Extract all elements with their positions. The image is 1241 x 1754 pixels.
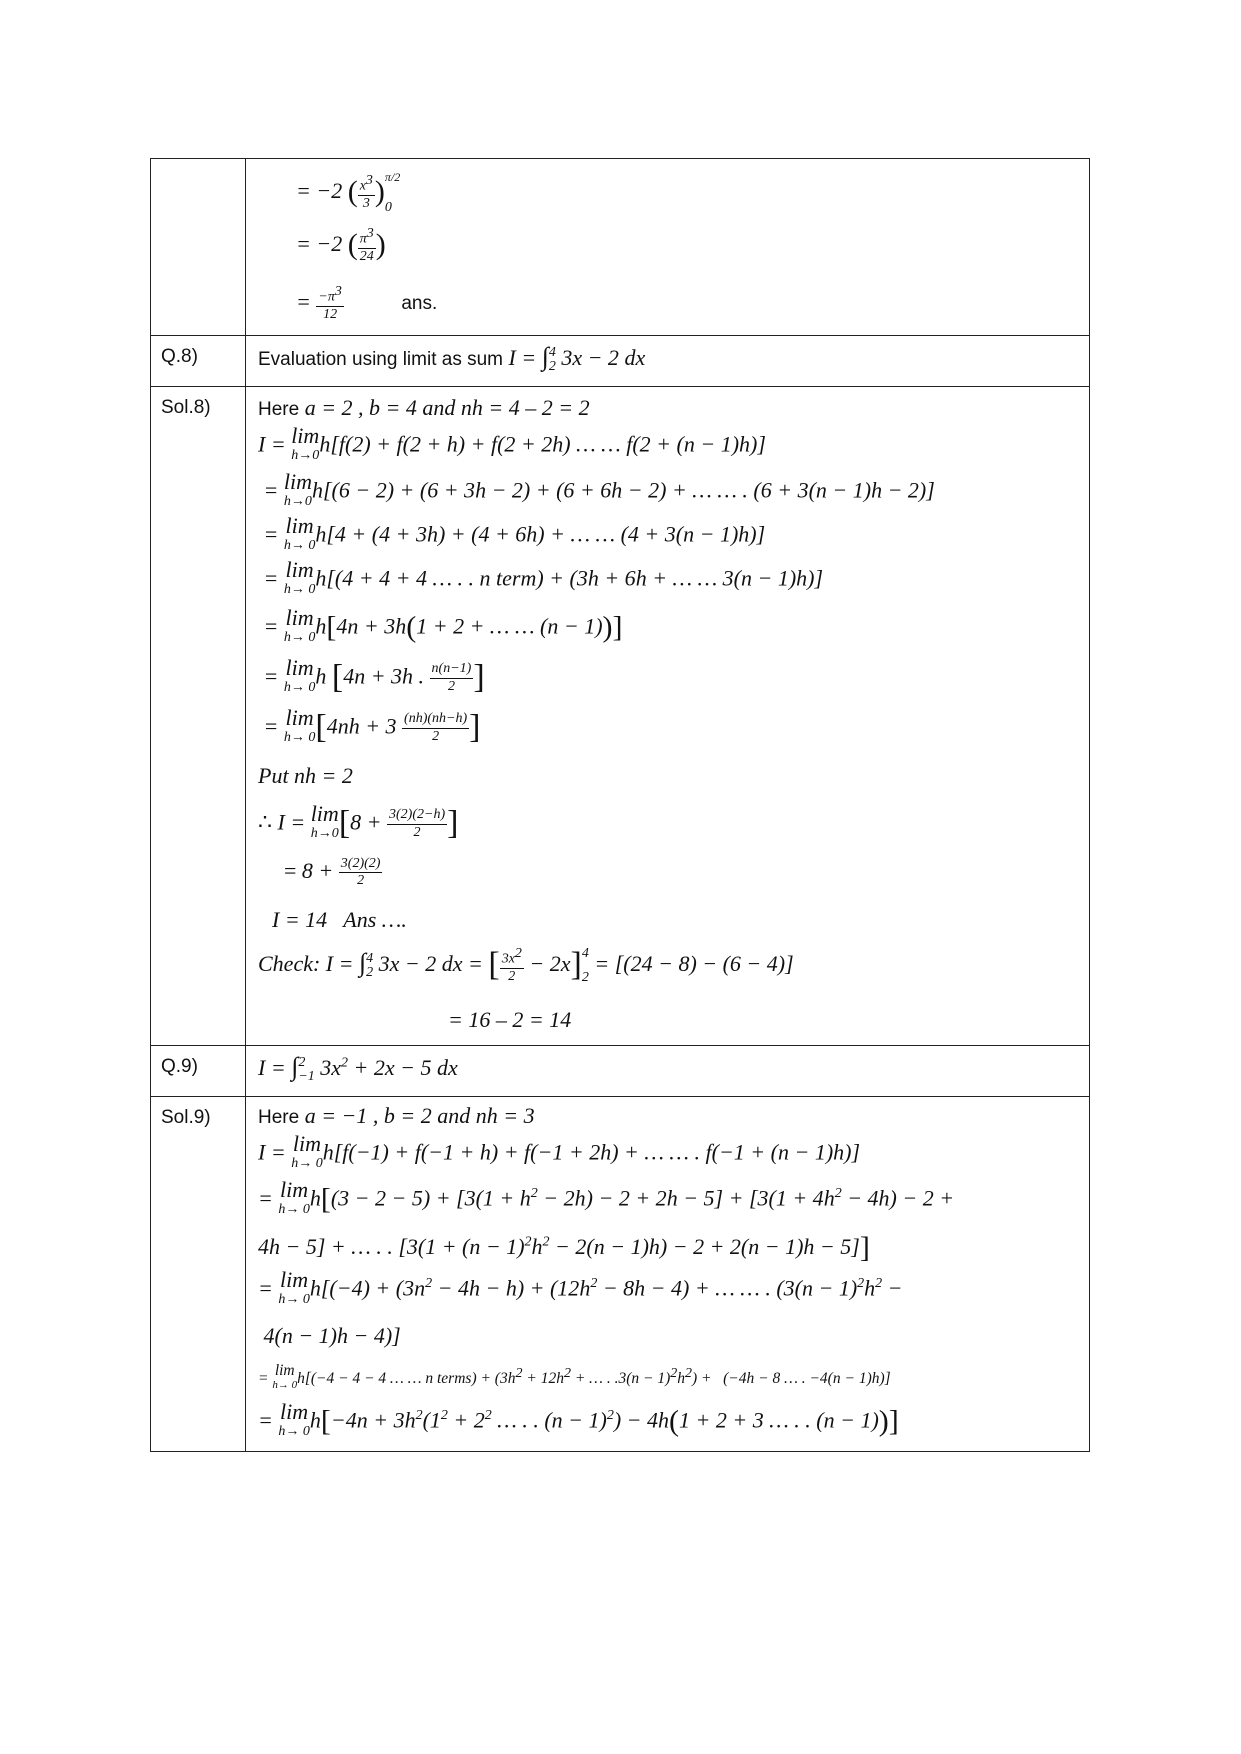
ans-mark: Ans …. [343, 907, 407, 932]
table-row [151, 336, 1090, 387]
check-label: Check: [258, 951, 321, 977]
question-9-text: I = ∫ 2 −1 $3x^2 + 2x - 5$ dx [246, 1046, 1090, 1097]
solution-9-body: Here a = −1 , b = 2 and nh = 3 I = lim h→ 0 h[f(−1) + f(−1 + h) + f(−1 + 2h) + … … . f(−1 + (n − 1)h)] = lim h→ 0 $h[(3 - 2 - 5) + [3(1 + h^2 - 2h) - 2 + 2h - 5] + [3(1 + 4h^2 - 4h) - 2$ + 4h − 5] + … . . $[3(1 + (n - 1)^2h^2 - 2(n - 1)h) - 2 + 2(n - 1)h - 5]$] = lim h→ 0 $h[(-4) + (3n^2 - 4h - h) + (12h^2 - 8h - 4)$ + … … . ($3(n - 1)^2h^2$ − 4(n − 1)h − 4)] = lim h→ 0 h[(−4 − 4 − 4 … … n terms) + ($3h^2 + 12h^2$ + … . $.3(n - 1)^2h^2) + (-4h - 8$ … . −4(n − 1)h)] = lim h→ 0 $h[-4n + 3h^2(1^2 + 2^2$ … . . $(n - 1)^2) - 4h(1 + 2 + 3$ … . . (n − 1))] [246, 1097, 1090, 1452]
table-row [151, 159, 1090, 336]
solution-label: Sol.8) [151, 387, 246, 1046]
solutions-table [150, 158, 1090, 1452]
question-label: Q.8) [151, 336, 246, 387]
question-text: Evaluation using limit as sum I = ∫ 4 2 3x − 2 dx [246, 336, 1090, 387]
result-i: I = 14 [272, 907, 328, 932]
solution-label: Sol.9) [151, 1097, 246, 1452]
table-row [151, 387, 1090, 1046]
row-label-empty [151, 159, 246, 336]
table-row [151, 1097, 1090, 1452]
answer-mark: ans. [401, 293, 438, 315]
check-result: = 16 – 2 = 14 [448, 1007, 572, 1032]
solution-8-body: Here a = 2 , b = 4 and nh = 4 – 2 = 2 I = lim h→0 h[f(2) + f(2 + h) + f(2 + 2h) … … f(2 + (n − 1)h)] = lim h→0 h[(6 − 2) + (6 + 3h − 2) + (6 + 6h − 2) + … … . (6 + 3(n − 1)h − 2)] = lim h→ 0 h[4 + (4 + 3h) + (4 + 6h) + … … (4 + 3(n − 1)h)] = lim h→ 0 h[(4 + 4 + 4 … . . n term) + (3h + 6h + … … 3(n − 1)h)] = lim h→ 0 h[4n + 3h(1 + 2 + … … (n − 1))] = lim h→ 0 h [4n + 3h . $\frac{n(n-1)}{2}$ ] = lim h→ 0 [4nh + 3 $\frac{(nh)(nh-h)}{2}$ ] Put nh = 2 ∴ I = lim h→0 [8 + $\frac{3(2)(2-h)}{2}$ ] = 8 + $\frac{3(2)(2)}{2}$ I = 14 Ans …. Check: I = ∫ 4 2 3x − 2 dx = [ $\frac{3x^2}{2}$ − 2x] 4 2 = [(24 − 8) − (6 − 4)] = 16 – 2 = 14 [246, 387, 1090, 1046]
question-8-text: Evaluation using limit as sum [258, 349, 503, 371]
here-label: Here [258, 1107, 300, 1128]
put-nh: Put nh = 2 [258, 763, 353, 788]
here-label: Here [258, 399, 300, 420]
row-body: = −2 ( $\frac{x^3}{3}$ ) π/2 0 = −2 ( $\frac{\pi^3}{24}$ ) = $\frac{-\pi^3}{12}$ ans. [246, 159, 1090, 336]
question-label: Q.9) [151, 1046, 246, 1097]
table-row [151, 1046, 1090, 1097]
